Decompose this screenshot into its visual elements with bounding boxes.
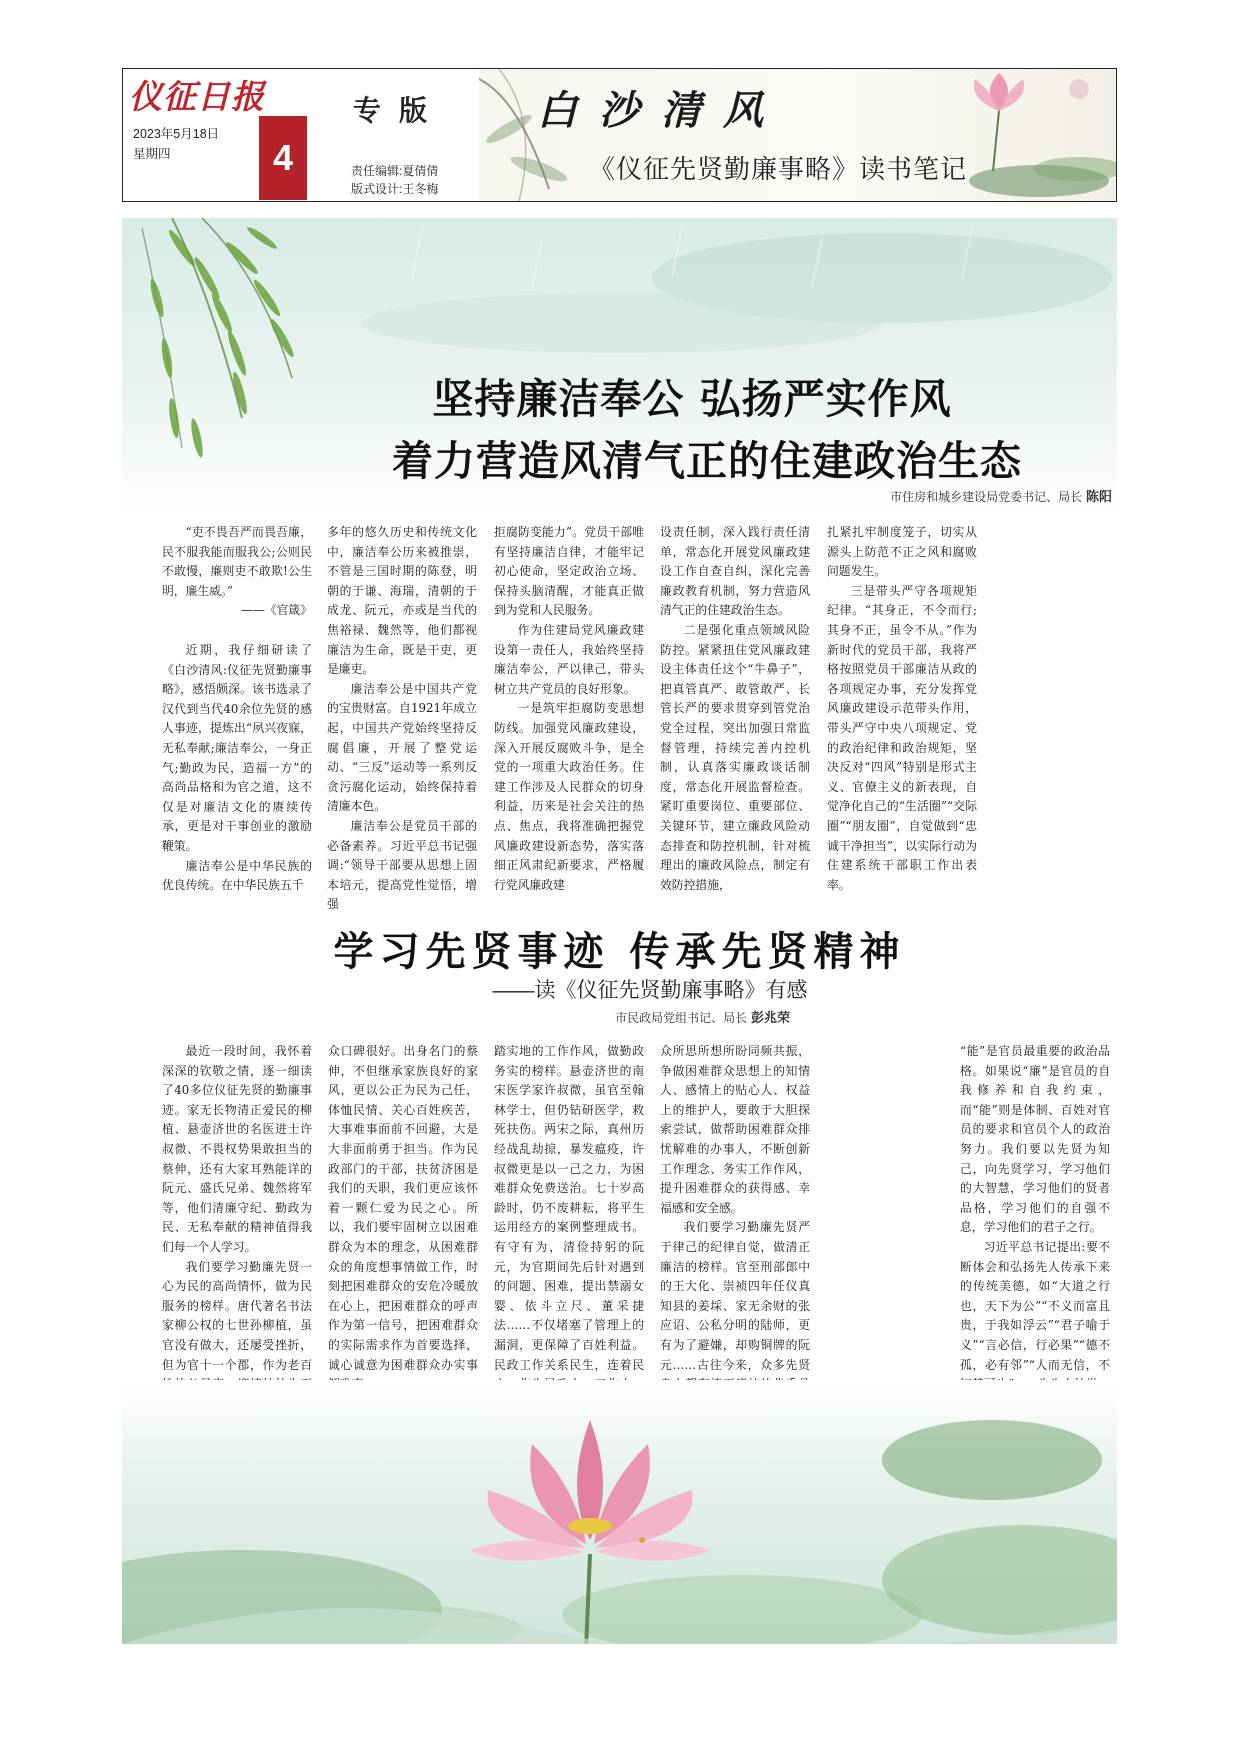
article-two-column-5 — [960, 1042, 1110, 1414]
paragraph: 习近平总书记提出:要不断体会和弘扬先人传承下来的传统美德，如“大道之行也，天下为公”“不义而富且贵，于我如浮云”“君子喻于义”“言必信，行必果”“德不孤，必有邻”“人而无信，不 — [960, 1239, 1110, 1372]
article-one-column-1 — [162, 523, 312, 896]
paragraph: 设责任制，深入践行责任清单，常态化开展党风廉政建设工作自查自纠，深化完善廉政教育机制，努力营造风清气正的住建政治生态。 — [660, 525, 810, 618]
paragraph: 一是筑牢拒腐防变思想防线。加强党风廉政建设，深入开展反腐败斗争，是全党的一项重大政治任务。住建工作涉及人民群众的切身利益，历来是社会关注的热点、焦点，我将准确把握党风廉政建设新态势，落实落细正风肃纪新要求，严格履行党风廉政建 — [494, 701, 644, 892]
article-one-column-3 — [494, 523, 644, 895]
paragraph: 最近一段时间，我怀着深深的钦敬之情，逐一细读了40多位仪征先贤的勤廉事迹。家无长物清正爱民的柳植、悬壶济世的名医进士许叔微、不畏权势果敢担当的蔡伸，还有大家耳熟能详的阮元、盛氏兄弟、魏然将军等，他们清廉守纪、勤政为民、无私奉献的精神值得我们每一个人学习。 — [162, 1044, 312, 1254]
author-role: 市民政局党组书记、局长 — [615, 1011, 748, 1025]
article-one-title-line1: 坚持廉洁奉公 弘扬严实作风 — [432, 375, 952, 423]
newspaper-logo: 仪征日报 — [129, 77, 265, 116]
author-name: 陈阳 — [1085, 489, 1112, 504]
publication-weekday: 星期四 — [133, 147, 171, 161]
article-two-byline — [480, 1007, 790, 1026]
article-one-column-5 — [827, 523, 977, 895]
banner-title: 白沙清风 — [537, 87, 785, 134]
paragraph: “能”是官员最重要的政治品格。如果说“廉”是官员的自我修养和自我约束，而“能”则是体制、百姓对官员的要求和官员个人的政治努力。我们要以先贤为知己，向先贤学习，学习他们的大智慧，学习他们的贤者品格，学习他们的自强不息，学习他们的君子之行。 — [960, 1044, 1110, 1235]
author-role: 市住房和城乡建设局党委书记、局长 — [890, 490, 1083, 504]
masthead — [122, 68, 1117, 202]
banner-subtitle: 《仪征先贤勤廉事略》读书笔记 — [589, 154, 968, 184]
section-label: 专版 — [353, 94, 446, 127]
responsible-editor: 责任编辑:夏倩倩 — [351, 164, 439, 178]
article-one-title-line2: 着力营造风清气正的住建政治生态 — [392, 437, 1022, 485]
epigraph-source: ——《官箴》 — [241, 603, 312, 618]
article-two-column-3 — [494, 1042, 644, 1434]
article-one-column-4 — [660, 523, 810, 895]
author-name: 彭兆荣 — [750, 1010, 790, 1025]
lotus-pond-illustration — [122, 1380, 1117, 1644]
paragraph: 扎紧扎牢制度笼子，切实从源头上防范不正之风和腐败问题发生。 — [827, 525, 977, 579]
page-number: 4 — [259, 116, 307, 200]
paragraph: 我们要学习勤廉先贤严于律己的纪律自觉，做清正廉洁的榜样。官至刑部郎中的王大化、崇祯四年任仪真知县的姜埰、家无余财的张应诏、公私分明的陆师，更有为了避嫌，却购铜牌的阮元……古往今来，众多先贤 — [660, 1220, 810, 1372]
paragraph: 廉洁奉公是党员干部的必备素养。习近平总书记强调:“领导干部要从思想上固本培元，提高党性觉悟，增强 — [327, 818, 477, 912]
paragraph: 踏实地的工作作风，做勤政务实的榜样。悬壶济世的南宋医学家许叔微，虽官至翰林学士，但仍钻研医学，救死扶伤。两宋之际，真州历经战乱劫掠，暴发瘟疫，许叔微更是以一己之力，为困难群众免费送治。七十岁高龄时，仍不废耕耘，将平生运用经方的案例整理成书。有守有为，清俭持躬的阮元，为官期间先后针对遇到的问题、困难，提出禁溺女婴、依斗立尺、董采捷法……不仅堵塞了管理上的漏洞，更保障了百姓利益。民政工作关系民生，连着民 — [494, 1044, 644, 1372]
article-one — [122, 218, 1117, 912]
article-two-column-2 — [328, 1042, 478, 1414]
paragraph: 作为住建局党风廉政建设第一责任人，我始终坚持廉洁奉公，严以律己，带头树立共产党员的良好形象。 — [494, 622, 644, 696]
paragraph: 廉洁奉公是中华民族的优良传统。在中华民族五千 — [162, 858, 312, 893]
paragraph: 三是带头严守各项规矩纪律。“其身正，不令而行;其身不正，虽令不从。”作为新时代的党员干部，我将严格按照党员干部廉洁从政的各项规定办事，充分发挥党风廉政建设示范带头作用，带头严守中央八项规定、党的政治纪律和政治规矩，坚决反对“四风”特别是形式主义、官僚主义的新表现，自觉净化自己的“生活圈”“交际圈”“朋友圈”，自觉做到“忠诚干净担当”，以实际行动为住建系统干部职工作出表率。 — [827, 583, 977, 892]
paragraph: 二是强化重点领域风险防控。紧紧扭住党风廉政建设主体责任这个“牛鼻子”，把真管真严、敢管敢严、长管长严的要求贯穿到管党治党全过程，突出加强日常监督管理，持续完善内控机制，认真落实廉政谈话制度，常态化开展监督检查。紧盯重要岗位、重要部位、关键环节，建立廉政风险动态排查和防控机制，针对梳理出的廉政风险点，制定有效防控措施， — [660, 622, 810, 892]
article-one-column-2 — [327, 523, 477, 915]
article-two-title: 学习先贤事迹 传承先贤精神 — [333, 928, 906, 975]
article-two-column-1 — [162, 1042, 312, 1434]
article-one-byline — [582, 486, 1112, 505]
article-two-subtitle: ——读《仪征先贤勤廉事略》有感 — [492, 979, 808, 1002]
paragraph: 众所思所想所盼同频共振，争做困难群众思想上的知情人、感情上的贴心人、权益上的维护人，要敢于大胆探索尝试，做帮助困难群众排忧解难的办事人，不断创新工作理念、务实工作作风，提升困难群众的获得感、幸福感和安全感。 — [660, 1044, 810, 1215]
paragraph: 廉洁奉公是中国共产党的宝贵财富。自1921年成立起，中国共产党始终坚持反腐倡廉，开展了整党运动、“三反”运动等一系列反贪污腐化运动，始终保持着清廉本色。 — [327, 681, 477, 814]
paragraph: 众口碑很好。出身名门的蔡伸，不但继承家族良好的家风，更以公正为民为己任，体恤民情、关心百姓疾苦，大事难事面前不回避，大是大非面前勇于担当。作为民政部门的干部，扶贫济困是我们的天职，我们更应该怀着一颗仁爱为民之心。所以，我们要牢固树立以困难群众为本的理念，从困难群众的角度想事情做工作，时刻把困难群众的安危冷暖放在心上，把困难群众的呼声作为第一信号，把困难群众的实际需求作为首要选择，诚心诚意为困难群众办实事 — [328, 1044, 478, 1372]
lotus-icon — [122, 1380, 1117, 1644]
epigraph-quote: “吏不畏吾严而畏吾廉，民不服我能而服我公;公则民不敢慢，廉则吏不敢欺!公生明，廉生威。” — [162, 525, 312, 598]
publication-date: 2023年5月18日 — [133, 127, 220, 141]
article-two-column-4 — [660, 1042, 810, 1434]
layout-designer: 版式设计:王冬梅 — [351, 182, 439, 196]
paragraph: 多年的悠久历史和传统文化中，廉洁奉公历来被推崇，不管是三国时期的陈登，明朝的于谦、海瑞，清朝的于成龙、阮元，亦或是当代的焦裕禄、魏然等，他们都视廉洁为生命，既是干吏，更是廉吏。 — [327, 525, 477, 677]
column-banner — [479, 69, 1116, 201]
paragraph: 近期，我仔细研读了《白沙清风:仪征先贤勤廉事略》，感悟颇深。该书选录了汉代到当代40余位先贤的感人事迹，提炼出“夙兴夜寐，无私奉献;廉洁奉公，一身正气;勤政为民，造福一方”的高尚品格和为官之道，这不仅是对廉洁文化的赓续传承，更是对干事创业的激励鞭策。 — [162, 642, 312, 853]
paragraph: 拒腐防变能力”。党员干部唯有坚持廉洁自律，才能牢记初心使命，坚定政治立场、保持头脑清醒，才能真正做到为党和人民服务。 — [494, 525, 644, 618]
paragraph: 我们要学习勤廉先贤一心为民的高尚情怀，做为民服务的榜样。唐代著名书法家柳公权的七世孙柳植，虽官没有做大，还屡受挫折，但为官十一个郡，作为老百 — [162, 1259, 312, 1372]
